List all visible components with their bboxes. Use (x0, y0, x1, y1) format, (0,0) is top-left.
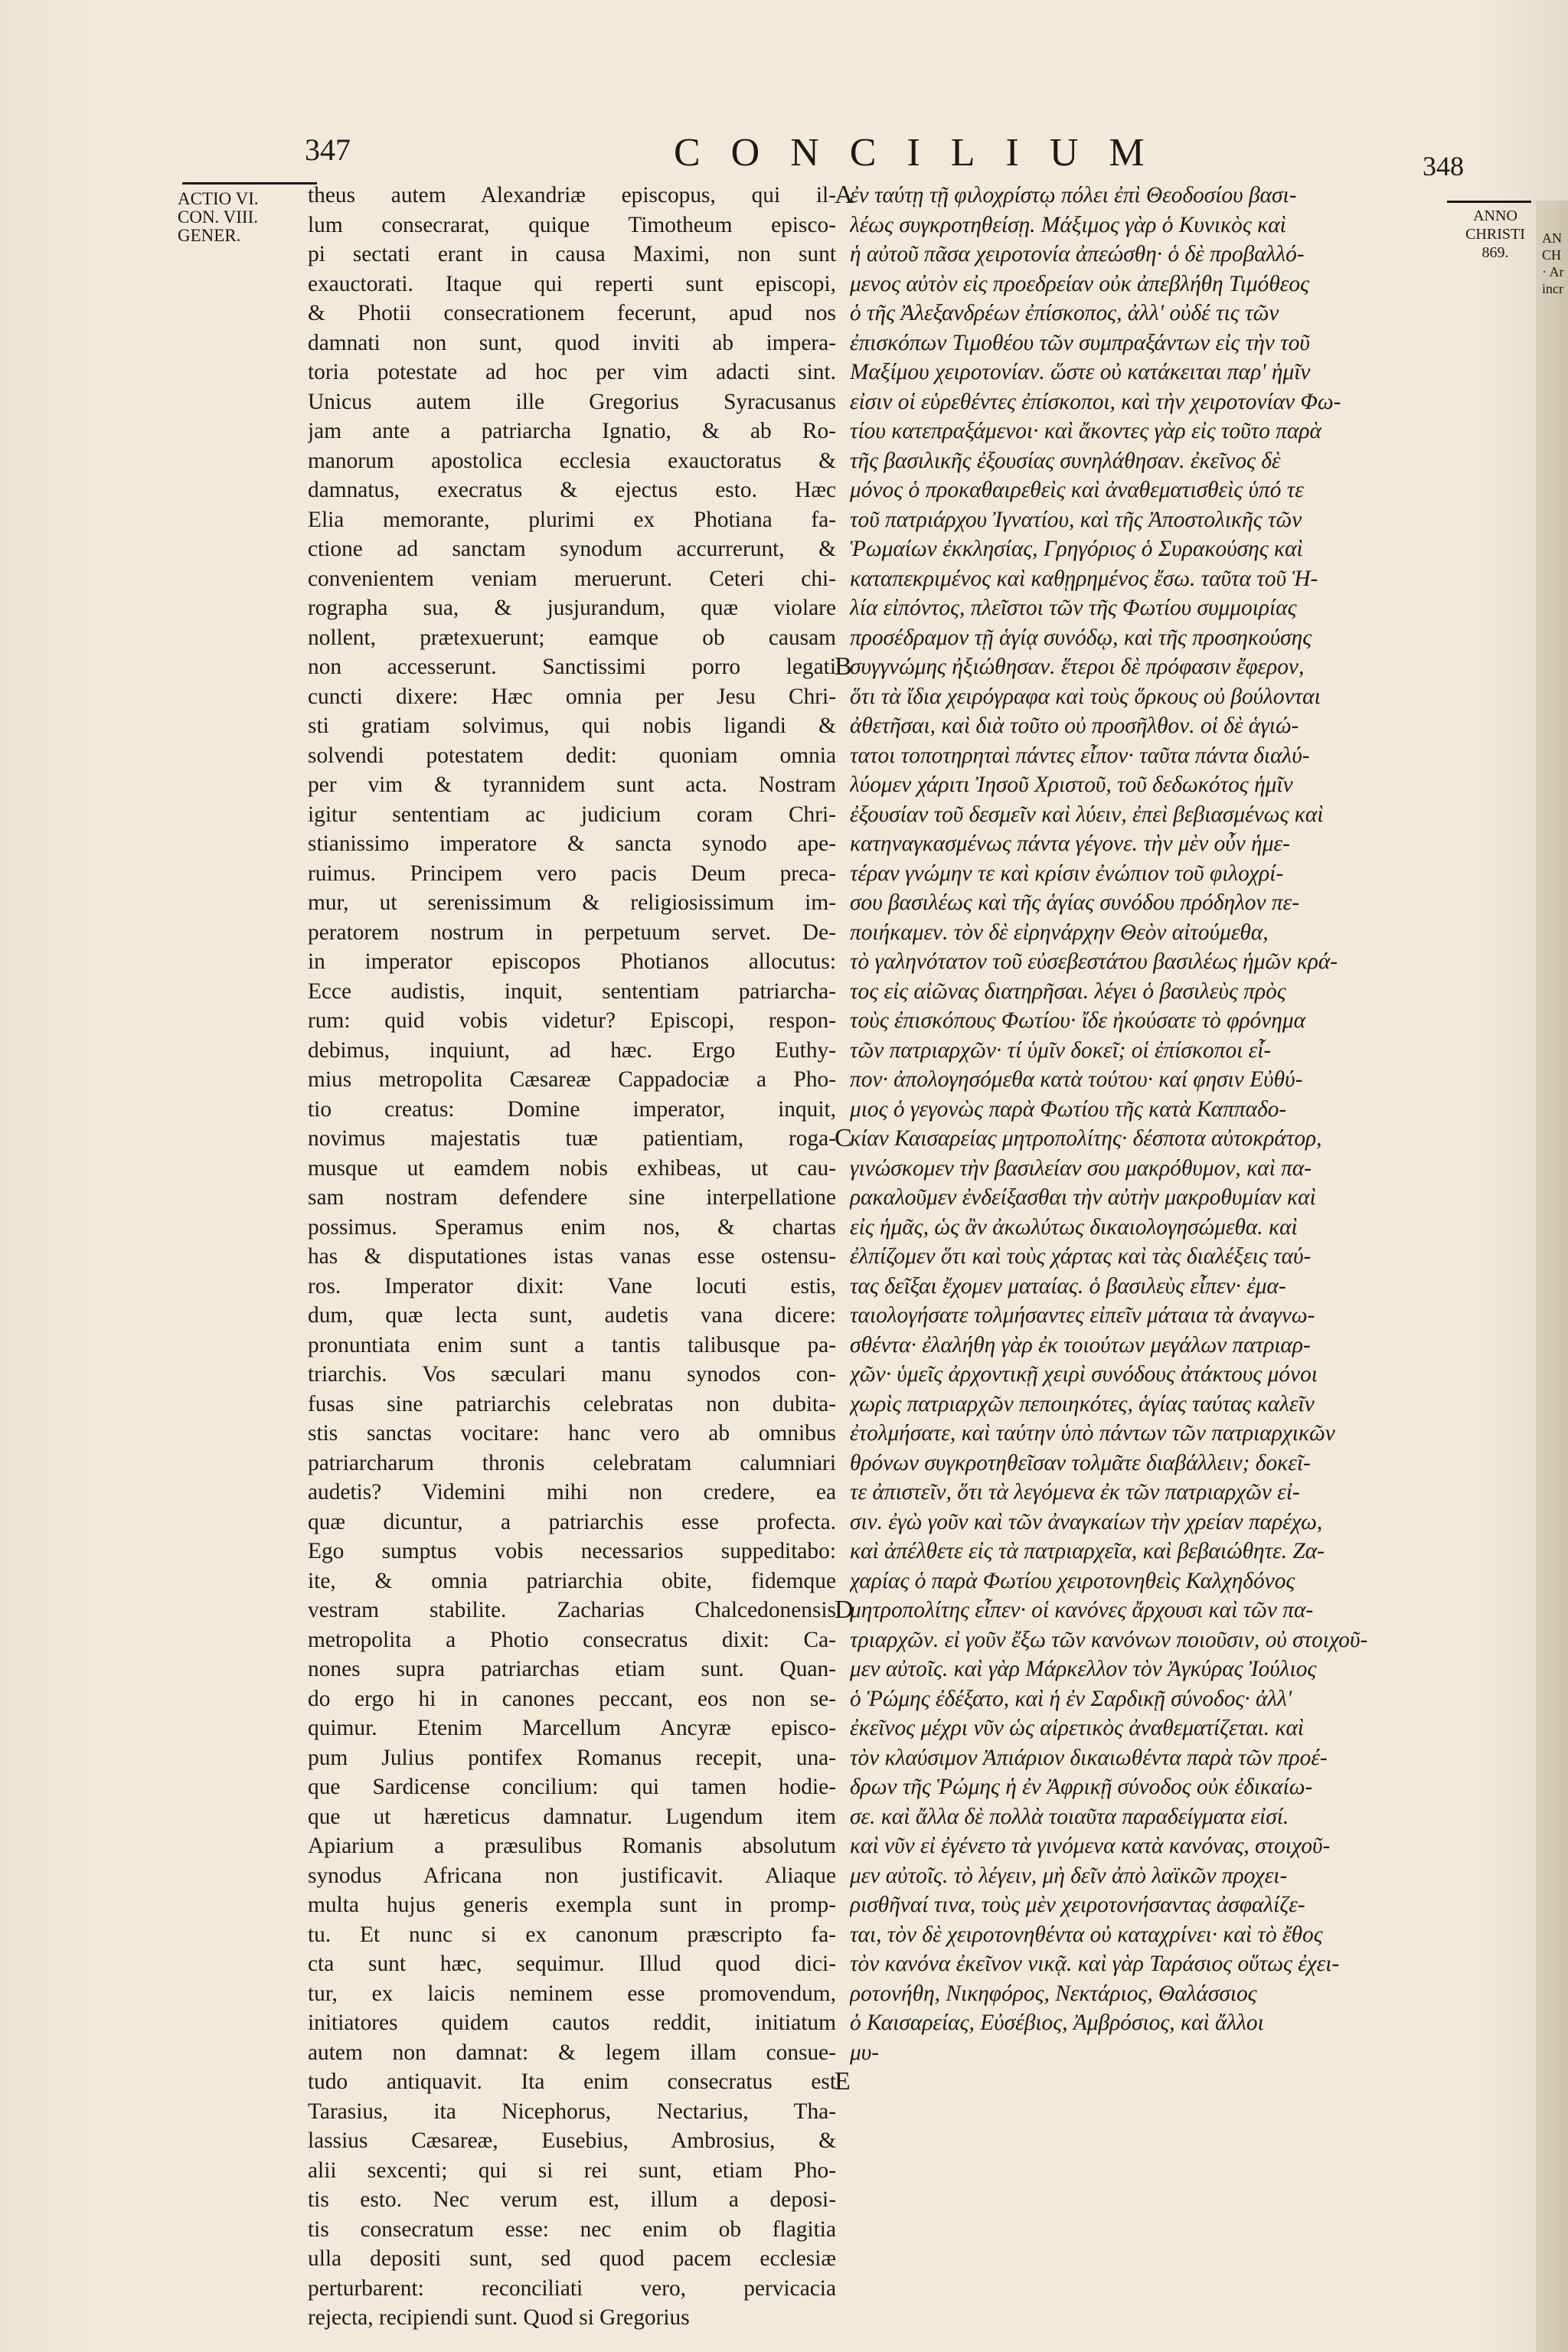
greek-text-line: καὶ ἀπέλθετε εἰς τὰ πατριαρχεῖα, καὶ βεβαιώθητε. Ζα- (850, 1539, 1325, 1563)
running-title: CONCILIUM (674, 131, 1175, 175)
greek-text-line: τῶν πατριαρχῶν· τί ὑμῖν δοκεῖ; οἱ ἐπίσκοποι εἶ- (850, 1037, 1272, 1063)
latin-text-line: & Photii consecrationem fecerunt, apud nos (308, 301, 836, 325)
greek-text-line: ἐν ταύτῃ τῇ φιλοχρίστῳ πόλει ἐπὶ Θεοδοσίου βασι- (850, 183, 1297, 207)
greek-text-line: ὁ τῆς Ἀλεξανδρέων ἐπίσκοπος, ἀλλ' οὐδέ τις τῶν (850, 301, 1279, 325)
greek-text-line: εἰς ἡμᾶς, ὡς ἂν ἀκωλύτως δικαιολογησώμεθα. καὶ (850, 1214, 1298, 1240)
greek-text-line: λέως συγκροτηθείσῃ. Μάξιμος γὰρ ὁ Κυνικὸς καὶ (850, 212, 1286, 237)
section-mark: D (835, 1596, 854, 1624)
latin-text-line: ruimus. Principem vero pacis Deum preca- (308, 861, 836, 886)
greek-text-line: τε ἀπιστεῖν, ὅτι τὰ λεγόμενα ἐκ τῶν πατριαρχῶν εἰ- (850, 1480, 1300, 1504)
latin-text-line: tis consecratum esse: nec enim ob flagitia (308, 2216, 836, 2242)
greek-text-line: ρακαλοῦμεν ἐνδείξασθαι τὴν αὐτὴν μακροθυμίαν καὶ (850, 1185, 1316, 1210)
latin-text-line: solvendi potestatem dedit: quoniam omnia (308, 743, 836, 768)
latin-text-line: quimur. Etenim Marcellum Ancyræ episco- (308, 1716, 836, 1740)
latin-text-line: vestram stabilite. Zacharias Chalcedonensis (308, 1598, 836, 1622)
greek-text-line: μεν αὐτοῖς. τὸ λέγειν, μὴ δεῖν ἀπὸ λαϊκῶν προχει- (850, 1863, 1288, 1888)
greek-text-line: μιος ὁ γεγονὼς παρὰ Φωτίου τῆς κατὰ Καππαδο- (850, 1096, 1287, 1122)
greek-text-line: εἰσιν οἱ εὑρεθέντες ἐπίσκοποι, καὶ τὴν χειροτονίαν Φω- (850, 389, 1341, 414)
latin-text-line: pronuntiata enim sunt a tantis talibusque pa- (308, 1332, 836, 1357)
latin-text-line: initiatores quidem cautos reddit, initiatum (308, 2011, 836, 2035)
margin-note-right (1462, 207, 1528, 262)
greek-text-line: συγγνώμης ἠξιώθησαν. ἕτεροι δὲ πρόφασιν ἔφερον, (850, 655, 1305, 679)
edge-fragment-line: · Ar (1542, 264, 1564, 279)
latin-text-line: non accesserunt. Sanctissimi porro legati (308, 655, 836, 679)
latin-text-line: cta sunt hæc, sequimur. Illud quod dici- (308, 1952, 836, 1976)
latin-text-line: ite, & omnia patriarchia obite, fidemque (308, 1568, 836, 1593)
greek-text-line: ἡ αὐτοῦ πᾶσα χειροτονία ἀπεώσθη· ὁ δὲ προβαλλό- (850, 242, 1305, 266)
greek-text-line: ἐλπίζομεν ὅτι καὶ τοὺς χάρτας καὶ τὰς διαλέξεις ταύ- (850, 1244, 1312, 1269)
greek-text-line: σθέντα· ἐλαλήθη γὰρ ἐκ τοιούτων μεγάλων πατριαρ- (850, 1332, 1311, 1357)
section-mark: A (835, 181, 854, 209)
facing-page-edge (1536, 201, 1568, 2352)
latin-text-line: Ego sumptus vobis necessarios suppeditabo: (308, 1539, 836, 1563)
greek-text-line: τῆς βασιλικῆς ἐξουσίας συνηλάθησαν. ἐκεῖνος δὲ (850, 448, 1281, 473)
latin-text-line: patriarcharum thronis celebratam calumniari (308, 1450, 836, 1475)
greek-text-line: κατηναγκασμένως πάντα γέγονε. τὴν μὲν οὖν ἡμε- (850, 831, 1290, 856)
greek-text-line: γινώσκομεν τὴν βασιλείαν σου μακρόθυμον, καὶ πα- (850, 1155, 1312, 1181)
margin-note-line: ANNO (1473, 207, 1517, 224)
greek-text-line: καὶ νῦν εἰ ἐγένετο τὰ γινόμενα κατὰ κανόνας, στοιχοῦ- (850, 1834, 1331, 1858)
greek-text-line: τοὺς ἐπισκόπους Φωτίου· ἴδε ἠκούσατε τὸ φρόνημα (850, 1008, 1306, 1033)
latin-text-line: rejecta, recipiendi sunt. Quod si Gregorius (308, 2305, 690, 2330)
greek-text-line: μενος αὐτὸν εἰς προεδρείαν οὐκ ἀπεβλήθη Τιμόθεος (850, 271, 1309, 296)
latin-text-line: igitur sententiam ac judicium coram Chri- (308, 802, 836, 827)
latin-text-line: tio creatus: Domine imperator, inquit, (308, 1096, 836, 1122)
greek-text-line: κίαν Καισαρείας μητροπολίτης· δέσποτα αὐτοκράτορ, (850, 1126, 1322, 1151)
latin-text-line: rum: quid vobis videtur? Episcopi, respon- (308, 1008, 836, 1033)
latin-text-line: stis sanctas vocitare: hanc vero ab omnibus (308, 1421, 836, 1446)
latin-text-line: fusas sine patriarchis celebratas non dubita- (308, 1391, 836, 1416)
greek-text-line: Ῥωμαίων ἐκκλησίας, Γρηγόριος ὁ Συρακούσης καὶ (850, 537, 1303, 561)
greek-text-line: Μαξίμου χειροτονίαν. ὥστε οὐ κατάκειται παρ' ἡμῖν (850, 360, 1311, 384)
latin-text-line: Unicus autem ille Gregorius Syracusanus (308, 389, 836, 414)
latin-text-line: in imperator episcopos Photianos allocutus: (308, 949, 836, 974)
greek-column (850, 181, 1447, 2067)
latin-text-line: debimus, inquiunt, ad hæc. Ergo Euthy- (308, 1037, 836, 1063)
latin-text-line: multa hujus generis exempla sunt in promp- (308, 1893, 836, 1917)
greek-text-line: λία εἰπόντος, πλεῖστοι τῶν τῆς Φωτίου συμμοιρίας (850, 596, 1297, 620)
latin-text-line: ulla depositi sunt, sed quod pacem ecclesiæ (308, 2246, 836, 2271)
greek-text-line: μυ- (850, 2040, 880, 2065)
latin-text-line: tis esto. Nec verum est, illum a deposi- (308, 2187, 836, 2212)
latin-text-line: metropolita a Photio consecratus dixit: Ca- (308, 1627, 836, 1652)
greek-text-line: ροτονήθη, Νικηφόρος, Νεκτάριος, Θαλάσσιος (850, 1981, 1257, 2006)
latin-text-line: novimus majestatis tuæ patientiam, roga- (308, 1126, 836, 1151)
latin-text-line: tu. Et nunc si ex canonum præscripto fa- (308, 1922, 836, 1947)
greek-text-line: ρισθῆναί τινα, τοὺς μὲν χειροτονήσαντας ἀσφαλίζε- (850, 1893, 1305, 1917)
greek-text-line: ἀθετῆσαι, καὶ διὰ τοῦτο οὐ προσῆλθον. οἱ δὲ ἁγιώ- (850, 714, 1299, 738)
facing-page-fragment (1542, 230, 1565, 297)
greek-text-line: λύομεν χάριτι Ἰησοῦ Χριστοῦ, τοῦ δεδωκότος ἡμῖν (850, 773, 1293, 797)
greek-text-line: προσέδραμον τῇ ἁγίᾳ συνόδῳ, καὶ τῆς προσηκούσης (850, 625, 1312, 650)
latin-text-line: manorum apostolica ecclesia exauctoratus & (308, 448, 836, 473)
latin-text-line: musque ut eamdem nobis exhibeas, ut cau- (308, 1155, 836, 1181)
latin-text-line: quæ dicuntur, a patriarchis esse profecta. (308, 1509, 836, 1534)
latin-text-line: damnati non sunt, quod inviti ab impera- (308, 330, 836, 355)
greek-text-line: πον· ἀπολογησόμεθα κατὰ τούτου· καί φησιν Εὐθύ- (850, 1067, 1303, 1092)
greek-text-line: χῶν· ὑμεῖς ἀρχοντικῇ χειρὶ συνόδους ἀτάκτους μόνοι (850, 1362, 1318, 1387)
greek-text-line: δρων τῆς Ῥώμης ἡ ἐν Ἀφρικῇ σύνοδος οὐκ ἐδικαίω- (850, 1775, 1313, 1799)
margin-note-line: ACTIO VI. (178, 189, 259, 208)
latin-text-line: synodus Africana non justificavit. Aliaque (308, 1863, 836, 1888)
page-number-right: 348 (1423, 151, 1464, 181)
header-rule-left (182, 182, 317, 185)
latin-text-line: nollent, prætexuerunt; eamque ob causam (308, 625, 836, 650)
latin-text-line: lassius Cæsareæ, Eusebius, Ambrosius, & (308, 2128, 836, 2153)
margin-note-left (178, 190, 308, 245)
latin-text-line: perturbarent: reconciliati vero, pervicacia (308, 2275, 836, 2301)
greek-text-line: τὸ γαληνότατον τοῦ εὐσεβεστάτου βασιλέως ἡμῶν κρά- (850, 949, 1338, 974)
latin-text-line: nones supra patriarchas etiam sunt. Quan- (308, 1657, 836, 1681)
greek-text-line: μεν αὐτοῖς. καὶ γὰρ Μάρκελλον τὸν Ἀγκύρας Ἰούλιος (850, 1657, 1317, 1681)
latin-text-line: convenientem veniam meruerunt. Ceteri chi- (308, 566, 836, 591)
greek-text-line: τέραν γνώμην τε καὶ κρίσιν ἐνώπιον τοῦ φιλοχρί- (850, 861, 1284, 886)
latin-text-line: per vim & tyrannidem sunt acta. Nostram (308, 773, 836, 797)
greek-text-line: χωρὶς πατριαρχῶν πεποιηκότες, ἁγίας ταύτας καλεῖν (850, 1391, 1315, 1416)
margin-note-line: CHRISTI (1465, 226, 1525, 243)
latin-text-line: que Sardicense concilium: qui tamen hodie- (308, 1775, 836, 1799)
greek-text-line: ὁ Καισαρείας, Εὐσέβιος, Ἀμβρόσιος, καὶ ἄλλοι (850, 2011, 1264, 2035)
section-mark: E (835, 2067, 851, 2096)
latin-text-line: triarchis. Vos sæculari manu synodos con- (308, 1362, 836, 1387)
latin-text-line: audetis? Videmini mihi non credere, ea (308, 1480, 836, 1504)
greek-text-line: ται, τὸν δὲ χειροτονηθέντα οὐ καταχρίνει· καὶ τὸ ἔθος (850, 1922, 1323, 1947)
greek-text-line: τὸν κλαύσιμον Ἀπιάριον δικαιωθέντα παρὰ τῶν προέ- (850, 1745, 1328, 1770)
greek-text-line: ταιολογήσατε τολμήσαντες εἰπεῖν μάταια τὰ ἀναγνω- (850, 1303, 1315, 1328)
greek-text-line: θρόνων συγκροτηθεῖσαν τολμᾶτε διαβάλλειν; δοκεῖ- (850, 1450, 1311, 1475)
latin-text-line: exauctorati. Itaque qui reperti sunt episcopi, (308, 271, 836, 296)
greek-text-line: ἐξουσίαν τοῦ δεσμεῖν καὶ λύειν, ἐπεὶ βεβιασμένως καὶ (850, 802, 1324, 827)
greek-text-line: ποιήκαμεν. τὸν δὲ εἰρηνάρχην Θεὸν αἰτούμεθα, (850, 920, 1269, 945)
latin-text-line: ctione ad sanctam synodum accurrerunt, & (308, 537, 836, 561)
margin-note-line: CON. VIII. (178, 207, 258, 227)
latin-text-line: Apiarium a præsulibus Romanis absolutum (308, 1834, 836, 1858)
greek-text-line: σιν. ἐγὼ γοῦν καὶ τῶν ἀναγκαίων τὴν χρείαν παρέχω, (850, 1509, 1323, 1534)
latin-column (308, 181, 836, 2333)
edge-fragment-line: incr (1542, 281, 1563, 296)
greek-text-line: μόνος ὁ προκαθαιρεθεὶς καὶ ἀναθεματισθεὶς ὑπό τε (850, 478, 1304, 502)
latin-text-line: Ecce audistis, inquit, sententiam patriarcha- (308, 978, 836, 1004)
latin-text-line: lum consecrarat, quique Timotheum episco- (308, 212, 836, 237)
latin-text-line: mius metropolita Cæsareæ Cappadociæ a Pho- (308, 1067, 836, 1092)
latin-text-line: jam ante a patriarcha Ignatio, & ab Ro- (308, 419, 836, 443)
margin-note-line: 869. (1481, 244, 1509, 261)
latin-text-line: dum, quæ lecta sunt, audetis vana dicere: (308, 1303, 836, 1328)
latin-text-line: pi sectati erant in causa Maximi, non sunt (308, 242, 836, 266)
latin-text-line: ros. Imperator dixit: Vane locuti estis, (308, 1273, 836, 1298)
greek-text-line: μητροπολίτης εἶπεν· οἱ κανόνες ἄρχουσι καὶ τῶν πα- (850, 1598, 1314, 1622)
latin-text-line: damnatus, execratus & ejectus esto. Hæc (308, 478, 836, 502)
latin-text-line: sti gratiam solvimus, qui nobis ligandi & (308, 714, 836, 738)
greek-text-line: τριαρχῶν. εἰ γοῦν ἔξω τῶν κανόνων ποιοῦσιν, οὐ στοιχοῦ- (850, 1627, 1368, 1652)
greek-text-line: τας δεῖξαι ἔχομεν ματαίας. ὁ βασιλεὺς εἶπεν· ἐμα- (850, 1273, 1286, 1298)
greek-text-line: ἐτολμήσατε, καὶ ταύτην ὑπὸ πάντων τῶν πατριαρχικῶν (850, 1421, 1335, 1446)
latin-text-line: peratorem nostrum in perpetuum servet. De- (308, 920, 836, 945)
latin-text-line: possimus. Speramus enim nos, & chartas (308, 1214, 836, 1240)
greek-text-line: τίου κατεπραξάμενοι· καὶ ἄκοντες γὰρ εἰς τοῦτο παρὰ (850, 419, 1321, 443)
greek-text-line: τοῦ πατριάρχου Ἰγνατίου, καὶ τῆς Ἀποστολικῆς τῶν (850, 507, 1302, 532)
latin-text-line: do ergo hi in canones peccant, eos non se- (308, 1686, 836, 1711)
latin-text-line: pum Julius pontifex Romanus recepit, una- (308, 1745, 836, 1770)
greek-text-line: τατοι τοποτηρηταὶ πάντες εἶπον· ταῦτα πάντα διαλύ- (850, 743, 1310, 768)
page-number-left: 347 (305, 132, 351, 167)
latin-text-line: cuncti dixere: Hæc omnia per Jesu Chri- (308, 684, 836, 709)
latin-text-line: Elia memorante, plurimi ex Photiana fa- (308, 507, 836, 532)
latin-text-line: has & disputationes istas vanas esse ostensu- (308, 1244, 836, 1269)
margin-note-line: GENER. (178, 226, 241, 245)
latin-text-line: rographa sua, & jusjurandum, quæ violare (308, 596, 836, 620)
edge-fragment-line: CH (1542, 247, 1562, 263)
latin-text-line: tudo antiquavit. Ita enim consecratus est (308, 2069, 836, 2094)
section-mark: B (835, 652, 852, 681)
header-rule-right (1447, 201, 1531, 203)
greek-text-line: σε. καὶ ἄλλα δὲ πολλὰ τοιαῦτα παραδείγματα εἰσί. (850, 1804, 1289, 1829)
latin-text-line: toria potestate ad hoc per vim adacti sint. (308, 360, 836, 384)
latin-text-line: Tarasius, ita Nicephorus, Nectarius, Tha- (308, 2099, 836, 2124)
latin-text-line: autem non damnat: & legem illam consue- (308, 2040, 836, 2065)
edge-fragment-line: AN (1542, 230, 1562, 246)
greek-text-line: καταπεκριμένος καὶ καθῃρημένος ἔσω. ταῦτα τοῦ Ἡ- (850, 566, 1318, 591)
latin-text-line: tur, ex laicis neminem esse promovendum, (308, 1981, 836, 2006)
greek-text-line: ὅτι τὰ ἴδια χειρόγραφα καὶ τοὺς ὅρκους οὐ βούλονται (850, 684, 1321, 709)
latin-text-line: stianissimo imperatore & sancta synodo ape- (308, 831, 836, 856)
latin-text-line: mur, ut serenissimum & religiosissimum im- (308, 890, 836, 915)
section-mark: C (835, 1124, 852, 1152)
greek-text-line: ἐπισκόπων Τιμοθέου τῶν συμπραξάντων εἰς τὴν τοῦ (850, 330, 1310, 355)
latin-text-line: que ut hæreticus damnatur. Lugendum item (308, 1804, 836, 1829)
latin-text-line: sam nostram defendere sine interpellatione (308, 1185, 836, 1210)
greek-text-line: ὁ Ῥώμης ἐδέξατο, καὶ ἡ ἐν Σαρδικῇ σύνοδος· ἀλλ' (850, 1686, 1292, 1711)
latin-text-line: theus autem Alexandriæ episcopus, qui il- (308, 183, 836, 207)
greek-text-line: σου βασιλέως καὶ τῆς ἁγίας συνόδου πρόδηλον πε- (850, 890, 1299, 915)
greek-text-line: χαρίας ὁ παρὰ Φωτίου χειροτονηθεὶς Καλχηδόνος (850, 1568, 1295, 1593)
greek-text-line: τος εἰς αἰῶνας διατηρῆσαι. λέγει ὁ βασιλεὺς πρὸς (850, 978, 1286, 1004)
greek-text-line: τὸν κανόνα ἐκεῖνον νικᾷ. καὶ γὰρ Ταράσιος οὕτως ἐχει- (850, 1952, 1340, 1976)
latin-text-line: alii sexcenti; qui si rei sunt, etiam Pho- (308, 2158, 836, 2183)
greek-text-line: ἐκεῖνος μέχρι νῦν ὡς αἱρετικὸς ἀναθεματίζεται. καὶ (850, 1716, 1305, 1740)
